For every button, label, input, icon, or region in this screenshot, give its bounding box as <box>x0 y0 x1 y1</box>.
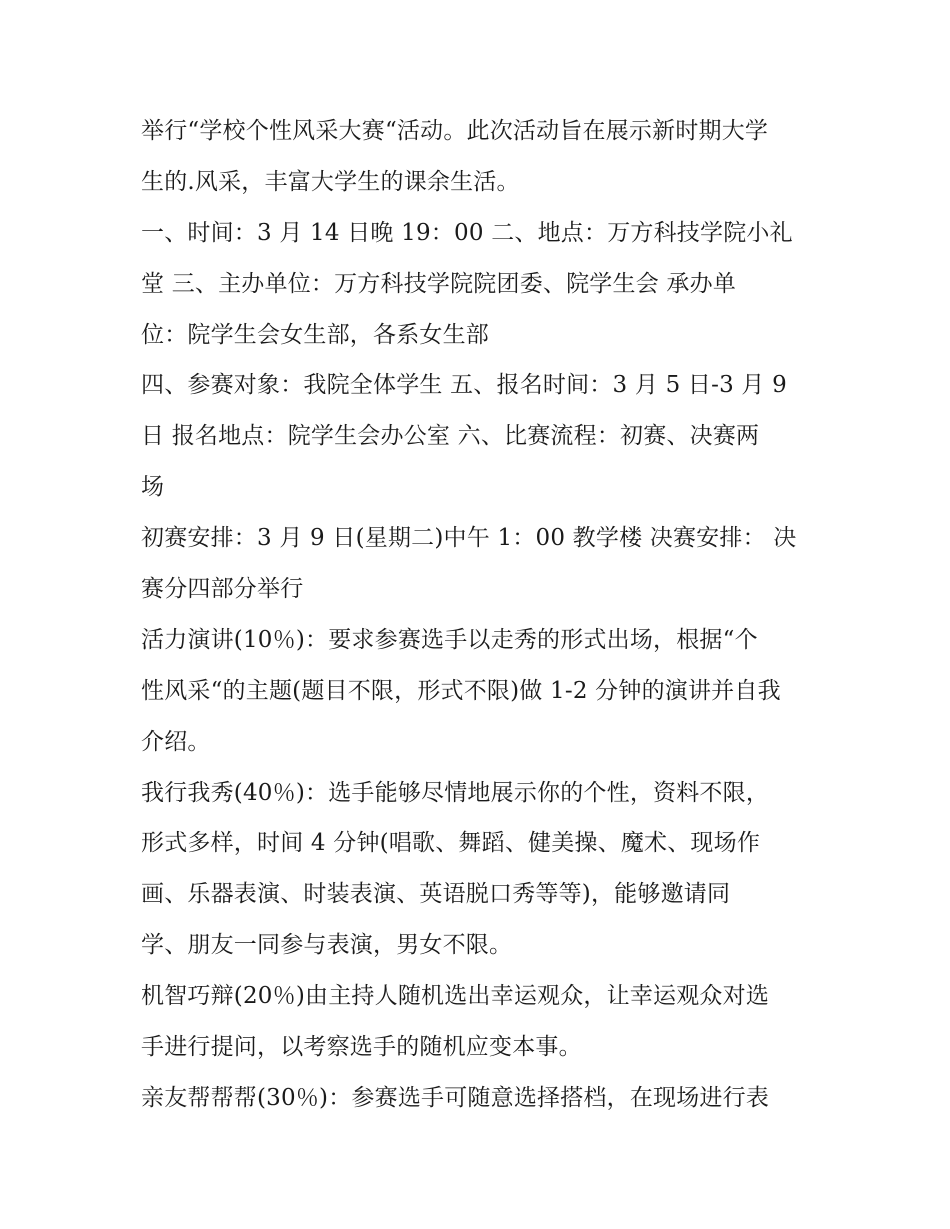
text-line: 初赛安排：3 月 9 日(星期二)中午 1：00 教学楼 决赛安排： 决 <box>141 525 797 552</box>
document-body <box>141 106 811 1124</box>
text-line: 学、朋友一同参与表演，男女不限。 <box>141 932 513 959</box>
text-line: 举行“学校个性风采大赛“活动。此次活动旨在展示新时期大学 <box>141 118 769 144</box>
text-line: 亲友帮帮帮(30％)：参赛选手可随意选择搭档，在现场进行表 <box>141 1084 770 1111</box>
text-line: 机智巧辩(20％)由主持人随机选出幸运观众，让幸运观众对选 <box>141 983 770 1010</box>
text-line: 性风采“的主题(题目不限，形式不限)做 1-2 分钟的演讲并自我 <box>141 677 781 704</box>
text-line: 一、时间：3 月 14 日晚 19：00 二、地点：万方科技学院小礼 <box>141 219 793 246</box>
text-line: 画、乐器表演、时装表演、英语脱口秀等等)，能够邀请同 <box>141 881 731 908</box>
text-line: 活力演讲(10％)：要求参赛选手以走秀的形式出场，根据“个 <box>141 626 758 653</box>
text-line: 介绍。 <box>141 728 211 755</box>
text-line: 我行我秀(40％)：选手能够尽情地展示你的个性，资料不限， <box>141 779 770 806</box>
text-line: 四、参赛对象：我院全体学生 五、报名时间：3 月 5 日-3 月 9 <box>141 372 787 399</box>
text-line: 日 报名地点：院学生会办公室 六、比赛流程：初赛、决赛两 <box>141 423 760 450</box>
text-line: 位：院学生会女生部，各系女生部 <box>141 321 489 348</box>
text-line: 赛分四部分举行 <box>141 576 304 603</box>
text-line: 形式多样，时间 4 分钟(唱歌、舞蹈、健美操、魔术、现场作 <box>141 830 761 857</box>
text-line: 堂 三、主办单位：万方科技学院院团委、院学生会 承办单 <box>141 270 737 297</box>
text-line: 手进行提问，以考察选手的随机应变本事。 <box>141 1034 582 1061</box>
text-line: 场 <box>141 474 165 501</box>
text-line: 生的.风采，丰富大学生的课余生活。 <box>141 168 520 195</box>
